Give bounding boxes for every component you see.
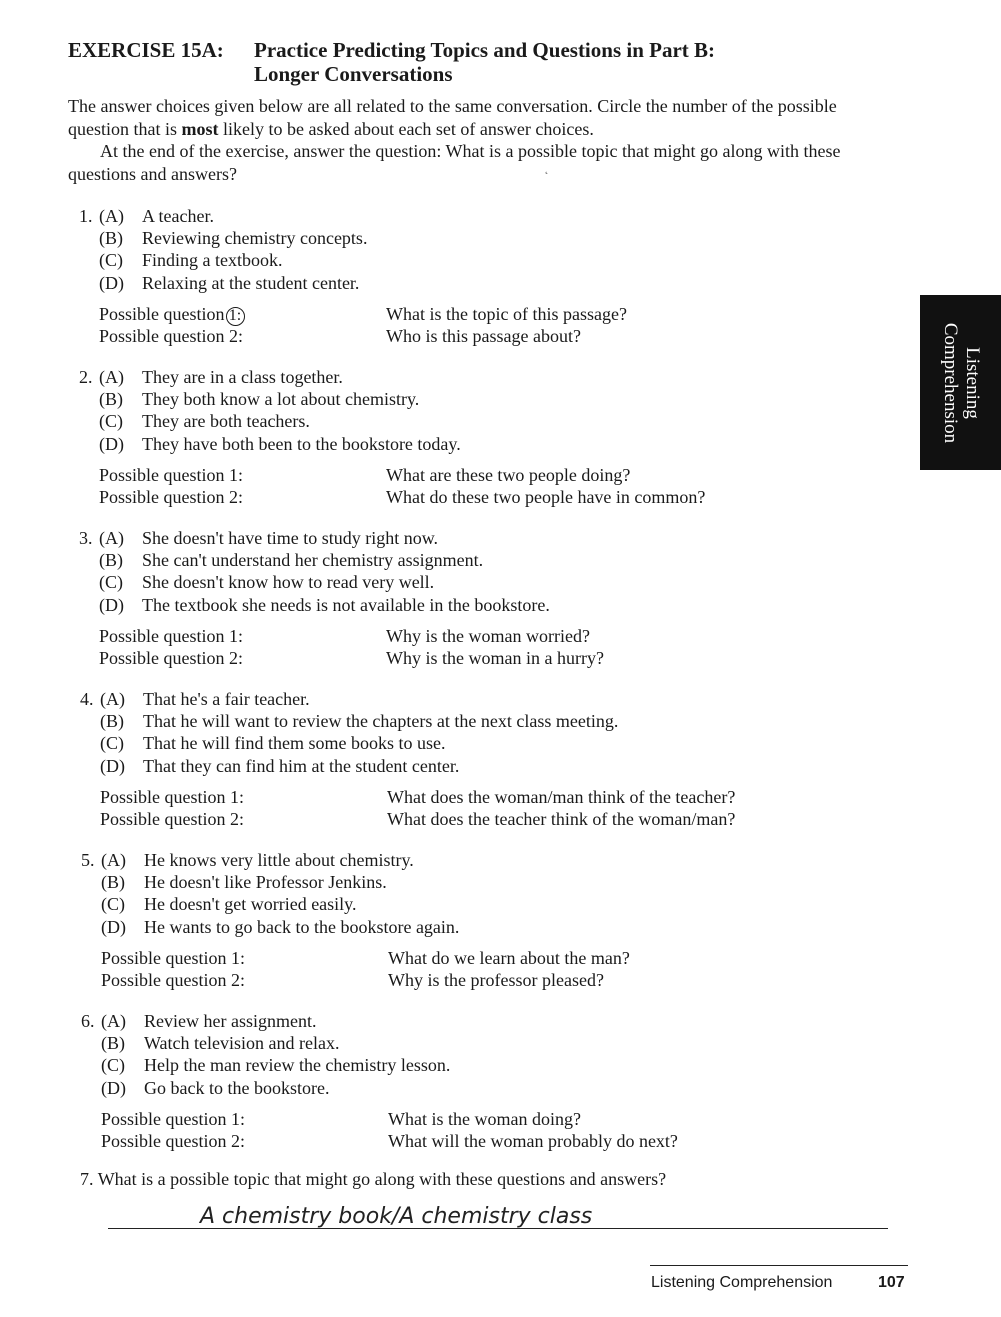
choice-letter: (D) xyxy=(100,755,125,776)
choice-text: She can't understand her chemistry assignment. xyxy=(142,550,484,571)
instructions-paragraph-2: At the end of the exercise, answer the question: What is a possible topic that might go along with these questions and answers? xyxy=(68,141,841,184)
instructions-text-end: likely to be asked about each set of answer choices. xyxy=(218,118,594,139)
choice-text: They are both teachers. xyxy=(142,411,310,432)
choice-text: They have both been to the bookstore today. xyxy=(142,433,461,454)
choice-letter: (B) xyxy=(101,872,125,893)
choice-text: He knows very little about chemistry. xyxy=(144,850,414,870)
exercise-title xyxy=(254,38,715,86)
possible-question-text: What do these two people have in common? xyxy=(386,487,706,508)
choice-letter: (A) xyxy=(99,206,124,226)
side-tab-line-2: Comprehension xyxy=(939,322,961,443)
choice-letter: (A) xyxy=(99,367,124,387)
choice-letter: (D) xyxy=(99,433,124,454)
possible-question-text: What is the topic of this passage? xyxy=(386,303,627,324)
choice-letter: (A) xyxy=(99,528,124,548)
choice-letter: (D) xyxy=(99,594,124,615)
choice-text: Reviewing chemistry concepts. xyxy=(142,228,368,249)
choice-text: That he's a fair teacher. xyxy=(143,689,310,709)
footer-rule xyxy=(650,1265,908,1266)
possible-question-label xyxy=(99,303,245,326)
choice-letter: (B) xyxy=(101,1033,125,1054)
exercise-title-line-1: Practice Predicting Topics and Questions in Part B: xyxy=(254,38,716,62)
choice-text: Watch television and relax. xyxy=(144,1033,340,1054)
possible-question-label: Possible question 1: xyxy=(101,947,246,968)
page-number: 107 xyxy=(878,1274,905,1291)
choice-letter: (C) xyxy=(100,733,124,754)
exercise-label: EXERCISE 15A: xyxy=(68,38,224,62)
possible-question-label: Possible question 1: xyxy=(99,464,244,485)
choice-letter: (B) xyxy=(100,711,124,732)
choice-text: He doesn't like Professor Jenkins. xyxy=(144,872,387,893)
choice-text: He doesn't get worried easily. xyxy=(144,894,357,915)
question-number: 7. xyxy=(80,1169,94,1189)
stray-mark: ˛ xyxy=(545,164,549,175)
choice-text: That he will want to review the chapters at the next class meeting. xyxy=(143,711,619,732)
choice-text: They are in a class together. xyxy=(142,367,343,387)
choice-letter: (C) xyxy=(101,1055,125,1076)
question-number: 1. xyxy=(79,206,93,226)
possible-question-text: What are these two people doing? xyxy=(386,464,631,485)
question-number: 6. xyxy=(81,1011,95,1031)
choice-letter: (B) xyxy=(99,550,123,571)
possible-question-label-text: Possible question xyxy=(99,303,225,324)
choice-letter: (C) xyxy=(101,894,125,915)
instructions-text: The answer choices given below are all related to the same conversation. Circle the number of the possible question that is xyxy=(68,96,837,139)
choice-letter: (C) xyxy=(99,250,123,271)
choice-text: Finding a textbook. xyxy=(142,250,283,271)
choice-letter: (A) xyxy=(100,689,125,709)
possible-question-text: What does the woman/man think of the teacher? xyxy=(387,786,736,807)
choice-letter: (B) xyxy=(99,389,123,410)
question-number: 2. xyxy=(79,367,93,387)
possible-question-text: Who is this passage about? xyxy=(386,326,581,347)
question-number: 3. xyxy=(79,528,93,548)
possible-question-label: Possible question 2: xyxy=(100,809,245,830)
circled-number: 1: xyxy=(226,307,245,326)
possible-question-text: What is the woman doing? xyxy=(388,1108,581,1129)
possible-question-text: Why is the woman in a hurry? xyxy=(386,648,604,669)
question-number: 4. xyxy=(80,689,94,709)
possible-question-label: Possible question 2: xyxy=(99,326,244,347)
choice-text: They both know a lot about chemistry. xyxy=(142,389,420,410)
handwritten-answer: A chemistry book/A chemistry class xyxy=(200,1204,593,1229)
possible-question-label: Possible question 1: xyxy=(99,625,244,646)
exercise-title-line-2: Longer Conversations xyxy=(254,62,453,86)
question-number: 5. xyxy=(81,850,95,870)
choice-letter: (C) xyxy=(99,411,123,432)
possible-question-text: What will the woman probably do next? xyxy=(388,1131,678,1152)
choice-text: Relaxing at the student center. xyxy=(142,272,360,293)
possible-question-text: Why is the woman worried? xyxy=(386,625,590,646)
choice-text: Help the man review the chemistry lesson. xyxy=(144,1055,451,1076)
footer-section-name: Listening Comprehension xyxy=(651,1274,833,1291)
choice-text: A teacher. xyxy=(142,206,214,226)
choice-letter: (D) xyxy=(101,916,126,937)
possible-question-text: What do we learn about the man? xyxy=(388,947,630,968)
side-tab-line-1: Listening xyxy=(961,346,983,419)
instructions-emphasis: most xyxy=(181,118,219,139)
possible-question-label: Possible question 2: xyxy=(99,487,244,508)
choice-text: The textbook she needs is not available in the bookstore. xyxy=(142,594,550,615)
choice-letter: (A) xyxy=(101,850,126,870)
choice-letter: (D) xyxy=(99,272,124,293)
choice-text: That they can find him at the student center. xyxy=(143,755,460,776)
choice-text: He wants to go back to the bookstore again. xyxy=(144,916,460,937)
choice-letter: (B) xyxy=(99,228,123,249)
possible-question-text: Why is the professor pleased? xyxy=(388,970,604,991)
choice-letter: (D) xyxy=(101,1077,126,1098)
possible-question-label: Possible question 2: xyxy=(101,970,246,991)
choice-text: That he will find them some books to use. xyxy=(143,733,446,754)
choice-letter: (A) xyxy=(101,1011,126,1031)
answer-line xyxy=(108,1228,888,1229)
side-tab-label xyxy=(939,322,983,442)
choice-letter: (C) xyxy=(99,572,123,593)
possible-question-label: Possible question 1: xyxy=(101,1108,246,1129)
instructions-paragraph-1 xyxy=(68,95,888,140)
possible-question-label: Possible question 2: xyxy=(99,648,244,669)
choice-text: Review her assignment. xyxy=(144,1011,317,1031)
instructions xyxy=(68,95,888,185)
choice-text: Go back to the bookstore. xyxy=(144,1077,330,1098)
section-side-tab xyxy=(920,295,1001,470)
choice-text: She doesn't know how to read very well. xyxy=(142,572,435,593)
question-7 xyxy=(80,1169,666,1190)
choice-text: She doesn't have time to study right now. xyxy=(142,528,439,548)
question-7-text: What is a possible topic that might go along with these questions and answers? xyxy=(97,1169,667,1189)
possible-question-label: Possible question 1: xyxy=(100,786,245,807)
possible-question-label: Possible question 2: xyxy=(101,1131,246,1152)
possible-question-text: What does the teacher think of the woman/man? xyxy=(387,809,736,830)
